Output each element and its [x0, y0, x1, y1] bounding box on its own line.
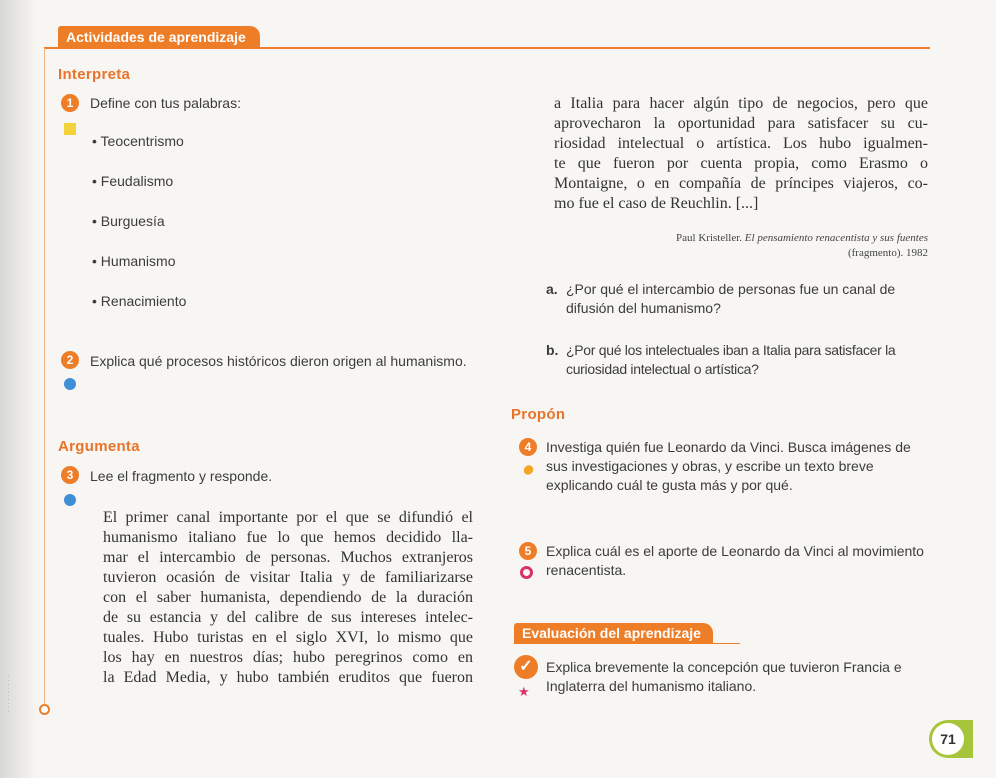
evaluation-text: Explica brevemente la concepción que tuvieron Francia e Inglaterra del humanismo italiano.: [546, 659, 902, 694]
question-number-2: 2: [61, 351, 79, 369]
star-icon: ★: [518, 684, 530, 699]
evaluation-rule: [514, 643, 740, 644]
fragment-line: los hay en nuestros días; hubo peregrinos como en: [103, 649, 473, 666]
blue-dot-icon: [64, 494, 76, 506]
fragment-line: Montaigne, o en compañía de príncipes viajeros, co-: [554, 175, 928, 192]
question-number-3: 3: [61, 466, 79, 484]
fragment-line: mar el intercambio de personas. Muchos extranjeros: [103, 549, 473, 566]
left-margin-rule: [44, 48, 45, 708]
blue-dot-icon: [64, 378, 76, 390]
fragment-line: te que fueron por cuenta propia, como Erasmo o: [554, 155, 928, 172]
spine-print-marks: · · · · · · · · · ·: [6, 675, 13, 712]
question-1-prompt: Define con tus palabras:: [90, 95, 241, 111]
fragment-line: riosidad intelectual o artística. Los hubo igualmen-: [554, 135, 928, 152]
question-5-text: Explica cuál es el aporte de Leonardo da Vinci al movimiento renacentista.: [546, 543, 924, 578]
question-number-1: 1: [61, 94, 79, 112]
subquestion-a-label: a.: [546, 281, 558, 297]
fragment-line: tuales. Hubo turistas en el siglo XVI, lo mismo que: [103, 629, 473, 646]
fragment-line: humanismo italiano fue lo que hemos decidido lla-: [103, 529, 473, 546]
quoted-fragment: [103, 508, 473, 688]
fragment-line: mo fue el caso de Reuchlin. [...]: [554, 195, 759, 212]
page-number: 71: [932, 723, 964, 755]
section-title-interpreta: Interpreta: [58, 66, 131, 83]
yellow-square-icon: [64, 123, 76, 135]
subquestion-a-text: ¿Por qué el intercambio de personas fue un canal de difusión del humanismo?: [566, 281, 896, 316]
question-4-text: Investiga quién fue Leonardo da Vinci. Busca imágenes de sus investigaciones y obras, y escribe un texto breve explicando cuál te gusta más y por qué.: [546, 439, 911, 493]
fragment-line: a Italia para hacer algún tipo de negocios, pero que: [554, 95, 928, 112]
question-number-5: 5: [519, 542, 537, 560]
page-number-badge: [929, 720, 973, 758]
section-header-tab: Actividades de aprendizaje: [58, 26, 260, 48]
pink-ring-icon: [520, 566, 533, 579]
list-item: • Teocentrismo: [92, 133, 184, 149]
subquestion-b-text: ¿Por qué los intelectuales iban a Italia para satisfacer la curiosidad intelectual o artística?: [566, 342, 896, 377]
question-number-4: 4: [519, 438, 537, 456]
question-2-text: Explica qué procesos históricos dieron origen al humanismo.: [90, 353, 467, 369]
list-item: • Burguesía: [92, 213, 165, 229]
checkmark-icon: ✓: [514, 655, 538, 679]
section-title-argumenta: Argumenta: [58, 438, 140, 455]
fragment-line: El primer canal importante por el que se difundió el: [103, 509, 473, 526]
fragment-line: la Edad Media, y hubo también eruditos que fueron: [103, 669, 473, 686]
fragment-line: con el saber humanista, dependiendo de la duración: [103, 589, 473, 606]
quoted-fragment-continuation: [554, 94, 928, 214]
fragment-citation: Paul Kristeller. El pensamiento renacentista y sus fuentes (fragmento). 1982: [676, 232, 928, 259]
header-rule: [44, 47, 930, 49]
list-item: • Renacimiento: [92, 293, 187, 309]
subquestion-b-label: b.: [546, 342, 559, 358]
page-spine: [0, 0, 38, 778]
list-item: • Feudalismo: [92, 173, 174, 189]
question-3-prompt: Lee el fragmento y responde.: [90, 468, 273, 484]
margin-end-dot: [39, 704, 50, 715]
list-item: • Humanismo: [92, 253, 176, 269]
fragment-line: tuvieron ocasión de visitar Italia y de familiarizarse: [103, 569, 473, 586]
fragment-line: de su estancia y del calibre de sus intereses intelec-: [103, 609, 473, 626]
section-title-propon: Propón: [511, 406, 566, 423]
evaluation-header-tab: Evaluación del aprendizaje: [514, 623, 713, 644]
orange-drop-icon: [522, 463, 535, 476]
fragment-line: aprovecharon la oportunidad para satisfacer su cu-: [554, 115, 928, 132]
